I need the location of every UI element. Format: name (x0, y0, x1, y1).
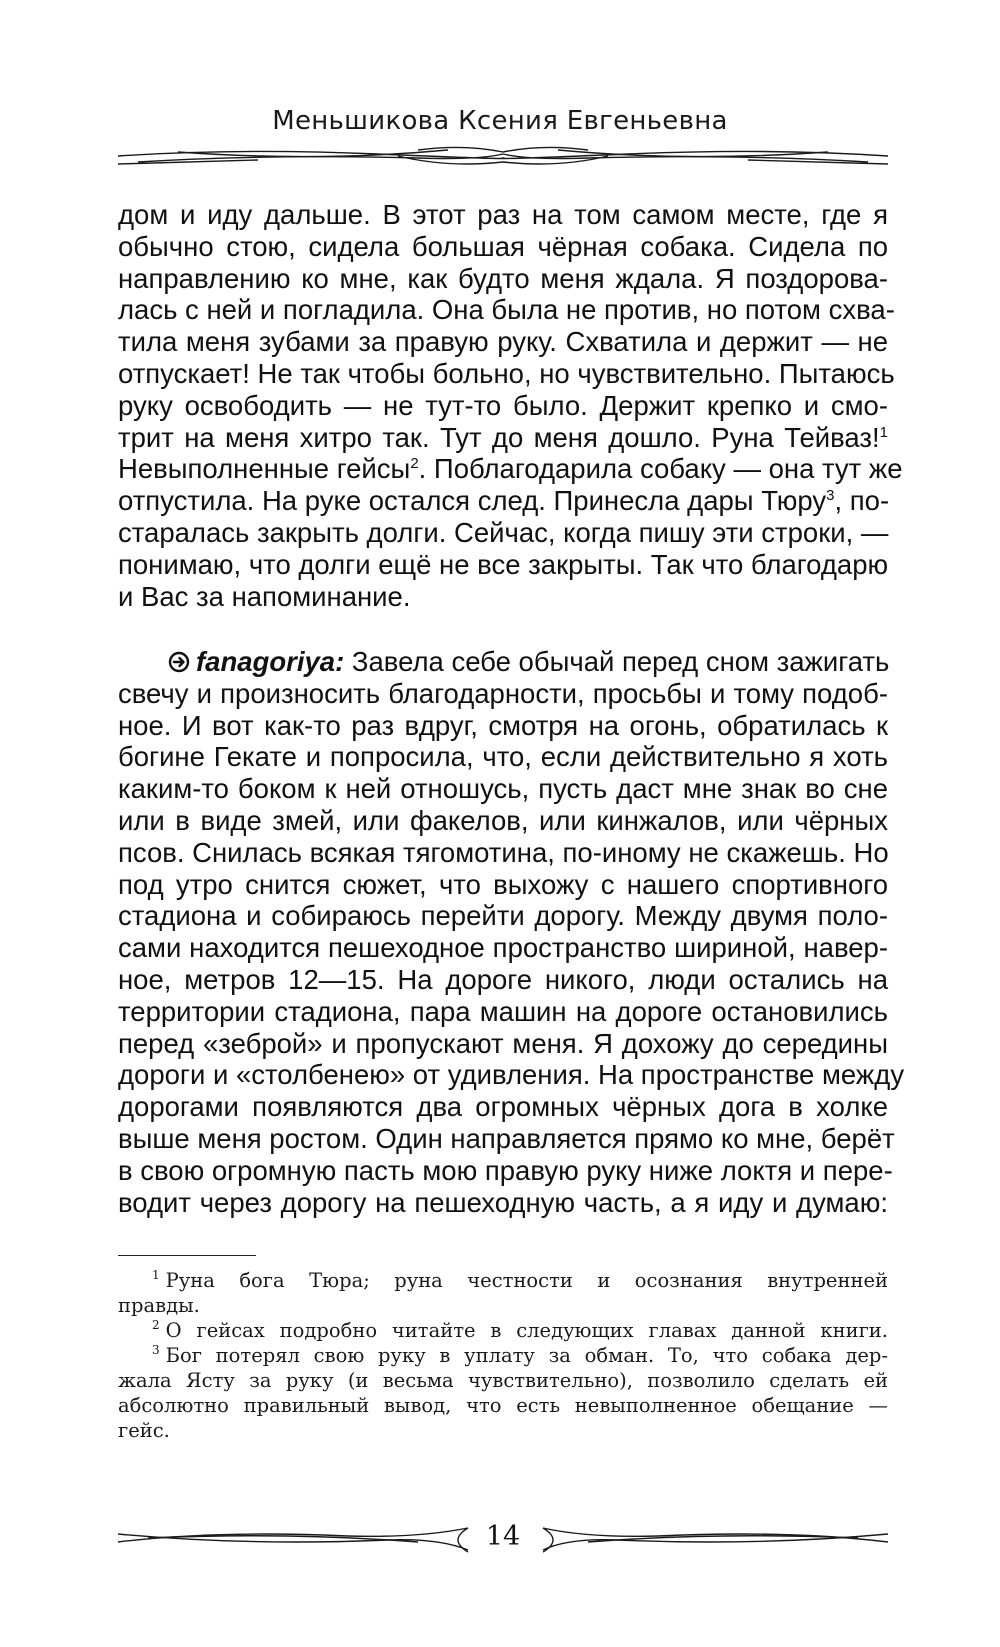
footnote-ref-1: 1 (879, 423, 888, 441)
arrow-circle-icon (168, 648, 190, 670)
text-line: дороги и «столбенею» от удивления. На пространстве между (118, 1059, 905, 1091)
text-line: псов. Снилась всякая тягомотина, по-иному не скажешь. Но (118, 836, 889, 868)
footnote-text: Бог потерял свою руку в уплату за обман. То, что собака дер- (165, 1344, 888, 1367)
text-line: богине Гекате и попросила, что, если действительно я хоть (118, 741, 888, 773)
text-line: территории стадиона, пара машин на дороге остановились (118, 995, 888, 1027)
text-line: лась с ней и погладила. Она была не против, но потом схва- (118, 294, 895, 326)
footnote-ref-2: 2 (410, 455, 419, 473)
footnote-1-cont: правды. (118, 1294, 200, 1317)
footnote-divider (118, 1255, 256, 1256)
text-line: обычно стою, сидела большая чёрная собака. Сидела по (118, 230, 888, 262)
text-line: понимаю, что долги ещё не все закрыты. Так что благодарю (118, 548, 889, 580)
footnote-text: О гейсах подробно читайте в следующих главах данной книги. (165, 1319, 888, 1342)
footnote-2 (118, 1318, 888, 1343)
text-segment: , по- (834, 485, 890, 517)
text-line: или в виде змей, или факелов, или кинжалов, или чёрных (118, 804, 888, 836)
text-line: ное, метров 12—15. На дороге никого, люди остались на (118, 963, 888, 995)
footnote-ref-3: 3 (826, 487, 835, 505)
footnote-number: 1 (152, 1268, 160, 1282)
text-line: сами находится пешеходное пространство шириной, навер- (118, 932, 888, 964)
footnote-3-cont: жала Ясту за руку (и весьма чувствительно), позволило сделать ей (118, 1369, 888, 1392)
paragraph-2 (118, 646, 905, 1218)
text-line (118, 485, 888, 517)
text-line: дорогами появляются два огромных чёрных дога в холке (118, 1091, 888, 1123)
footnote-number: 3 (152, 1343, 160, 1357)
text-segment: отпустила. На руке остался след. Принесла дары Тюру (118, 485, 827, 517)
text-segment: . Поблагодарила собаку — она тут же (418, 453, 903, 485)
text-line: ное. И вот как-то раз вдруг, смотря на огонь, обратилась к (118, 709, 888, 741)
text-line: и Вас за напоминание. (118, 580, 411, 612)
text-segment: Невыполненные гейсы (118, 453, 411, 485)
text-line: дом и иду дальше. В этот раз на том самом месте, где я (118, 199, 888, 230)
text-line (118, 453, 903, 485)
poster-name: fanagoriya: (196, 646, 345, 677)
text-line: свечу и произносить благодарности, просьбы и тому подоб- (118, 677, 888, 709)
text-line (118, 646, 888, 678)
text-line: под утро снится сюжет, что выхожу с нашего спортивного (118, 868, 888, 900)
text-segment: трит на меня хитро так. Тут до меня дошло. Руна Тейваз! (118, 421, 880, 453)
text-line: тила меня зубами за правую руку. Схватила и держит — не (118, 326, 888, 358)
footnote-number: 2 (152, 1318, 160, 1332)
text-line: каким-то боком к ней отношусь, пусть даст мне знак во сне (118, 773, 888, 805)
text-line: в свою огромную пасть мою правую руку ниже локтя и пере- (118, 1154, 893, 1186)
footnote-3 (118, 1343, 888, 1368)
text-line: перед «зеброй» и пропускают меня. Я дохожу до середины (118, 1027, 888, 1059)
text-line: направлению ко мне, как будто меня ждала. Я поздорова- (118, 262, 888, 294)
text-line: отпускает! Не так чтобы больно, но чувствительно. Пытаюсь (118, 357, 895, 389)
text-line: выше меня ростом. Один направляется прямо ко мне, берёт (118, 1122, 895, 1154)
text-segment: Завела себе обычай перед сном зажигать (344, 646, 890, 677)
text-line (118, 422, 888, 454)
text-line: водит через дорогу на пешеходную часть, а я иду и думаю: (118, 1186, 888, 1218)
page-number: 14 (485, 1521, 521, 1552)
footnote-3-cont: абсолютно правильный вывод, что есть невыполненное обещание — (118, 1394, 888, 1417)
paragraph-1 (118, 199, 903, 612)
footnote-text: Руна бога Тюра; руна честности и осознания внутренней (165, 1269, 888, 1292)
text-line: руку освободить — не тут-то было. Держит крепко и смо- (118, 389, 888, 421)
footnote-3-cont: гейс. (118, 1419, 170, 1442)
text-line: старалась закрыть долги. Сейчас, когда пишу эти строки, — (118, 516, 889, 548)
footnotes (118, 1268, 888, 1443)
text-line: стадиона и собираюсь перейти дорогу. Между двумя поло- (118, 900, 888, 932)
footnote-1 (118, 1268, 888, 1293)
header-ornament (118, 140, 888, 180)
header-author: Меньшикова Ксения Евгеньевна (272, 106, 728, 136)
